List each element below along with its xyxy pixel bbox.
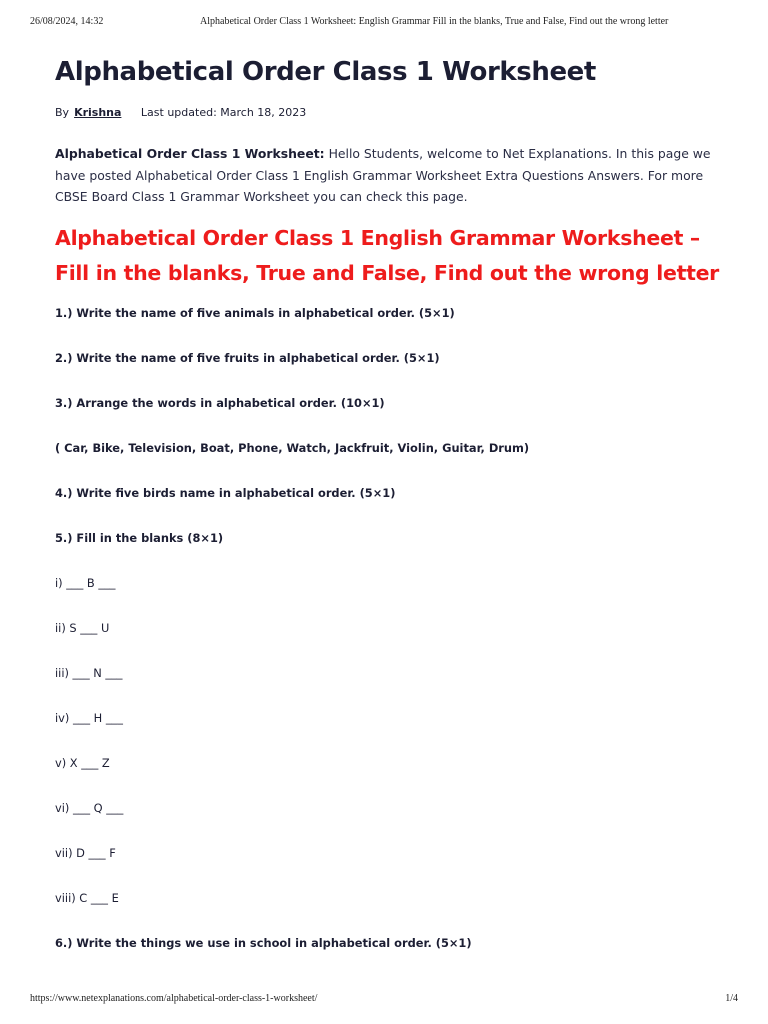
print-url: https://www.netexplanations.com/alphabetical-order-class-1-worksheet/	[30, 993, 318, 1004]
blank-item: vi) ___ Q ___	[55, 800, 124, 815]
article-title: Alphabetical Order Class 1 Worksheet	[55, 57, 596, 87]
section-heading: Alphabetical Order Class 1 English Grammar Worksheet – Fill in the blanks, True and False, Find out the wrong letter	[55, 225, 719, 285]
question-list	[55, 303, 720, 978]
question-6: 6.) Write the things we use in school in alphabetical order. (5×1)	[55, 935, 472, 950]
question-3-word-list: ( Car, Bike, Television, Boat, Phone, Watch, Jackfruit, Violin, Guitar, Drum)	[55, 440, 530, 455]
blank-item: ii) S ___ U	[55, 620, 110, 635]
article-meta	[55, 105, 720, 121]
last-updated: Last updated: March 18, 2023	[140, 106, 307, 119]
blank-item: i) ___ B ___	[55, 575, 116, 590]
intro-lead: Alphabetical Order Class 1 Worksheet:	[55, 146, 325, 161]
question-3: 3.) Arrange the words in alphabetical order. (10×1)	[55, 395, 385, 410]
by-label: By	[55, 106, 70, 119]
intro-paragraph	[55, 143, 720, 208]
question-1: 1.) Write the name of five animals in alphabetical order. (5×1)	[55, 305, 455, 320]
question-5: 5.) Fill in the blanks (8×1)	[55, 530, 224, 545]
blank-item: iii) ___ N ___	[55, 665, 123, 680]
intro-body: Hello Students, welcome to Net Explanations. In this page we have posted Alphabetical Order Class 1 English Grammar Worksheet Extra Questions Answers. For more CBSE Board Class 1 Grammar Worksheet you can check this page.	[55, 146, 711, 204]
question-4: 4.) Write five birds name in alphabetical order. (5×1)	[55, 485, 396, 500]
print-footer	[30, 993, 738, 1007]
blank-item: iv) ___ H ___	[55, 710, 123, 725]
question-2: 2.) Write the name of five fruits in alphabetical order. (5×1)	[55, 350, 440, 365]
article	[55, 54, 720, 978]
print-header	[30, 16, 738, 30]
blank-item: viii) C ___ E	[55, 890, 119, 905]
page-number: 1/4	[725, 993, 738, 1004]
author-link[interactable]: Krishna	[74, 106, 122, 119]
blank-item: vii) D ___ F	[55, 845, 116, 860]
print-doc-title: Alphabetical Order Class 1 Worksheet: English Grammar Fill in the blanks, True and False, Find out the wrong letter	[200, 16, 669, 27]
print-datetime: 26/08/2024, 14:32	[30, 16, 104, 27]
blank-item: v) X ___ Z	[55, 755, 110, 770]
